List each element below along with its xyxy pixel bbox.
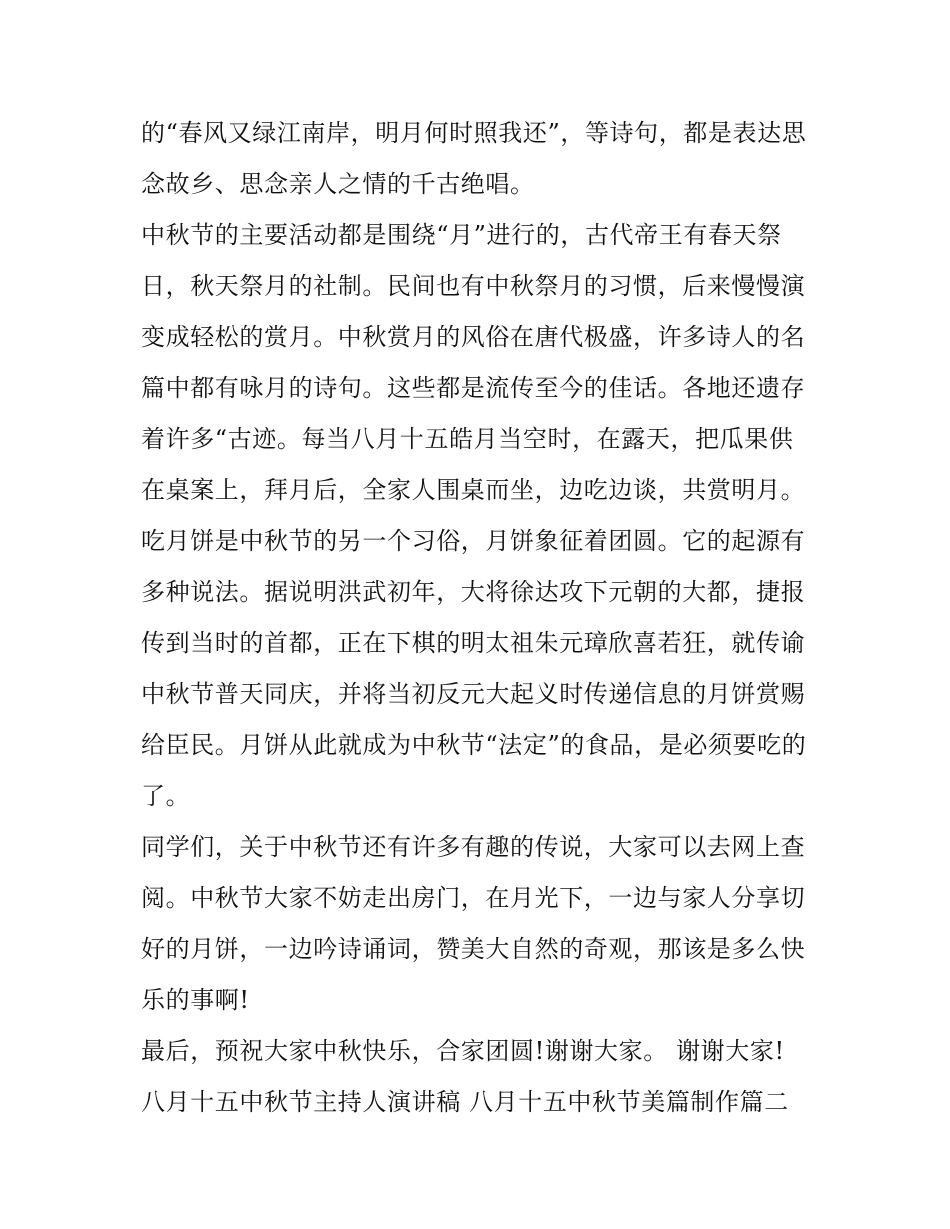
text-line: 多种说法。据说明洪武初年，大将徐达攻下元朝的大都，捷报	[141, 578, 806, 606]
body-text	[141, 108, 831, 1128]
text-line: 中秋节的主要活动都是围绕“月”进行的，古代帝王有春天祭	[141, 221, 782, 249]
text-line: 着许多“古迹。每当八月十五皓月当空时，在露天，把瓜果供	[141, 425, 794, 453]
text-line: 在桌案上，拜月后，全家人围桌而坐，边吃边谈，共赏明月。	[141, 476, 806, 504]
text-line: 的“春风又绿江南岸，明月何时照我还”，等诗句，都是表达思	[141, 119, 807, 147]
text-line: 最后，预祝大家中秋快乐，合家团圆!谢谢大家。 谢谢大家!	[141, 1037, 785, 1065]
text-line: 变成轻松的赏月。中秋赏月的风俗在唐代极盛，许多诗人的名	[141, 323, 806, 351]
text-line: 乐的事啊!	[141, 986, 250, 1014]
text-line: 同学们，关于中秋节还有许多有趣的传说，大家可以去网上查	[141, 833, 806, 861]
text-line: 篇中都有咏月的诗句。这些都是流传至今的佳话。各地还遗存	[141, 374, 806, 402]
text-line: 了。	[141, 782, 191, 810]
text-line: 好的月饼，一边吟诗诵词，赞美大自然的奇观，那该是多么快	[141, 935, 806, 963]
text-line: 吃月饼是中秋节的另一个习俗，月饼象征着团圆。它的起源有	[141, 527, 806, 555]
text-line: 八月十五中秋节主持人演讲稿 八月十五中秋节美篇制作篇二	[141, 1088, 789, 1116]
text-line: 给臣民。月饼从此就成为中秋节“法定”的食品，是必须要吃的	[141, 731, 807, 759]
text-line: 阅。中秋节大家不妨走出房门，在月光下，一边与家人分享切	[141, 884, 806, 912]
text-line: 念故乡、思念亲人之情的千古绝唱。	[141, 170, 535, 198]
text-line: 日，秋天祭月的社制。民间也有中秋祭月的习惯，后来慢慢演	[141, 272, 806, 300]
text-line: 传到当时的首都，正在下棋的明太祖朱元璋欣喜若狂，就传谕	[141, 629, 806, 657]
text-line: 中秋节普天同庆，并将当初反元大起义时传递信息的月饼赏赐	[141, 680, 806, 708]
